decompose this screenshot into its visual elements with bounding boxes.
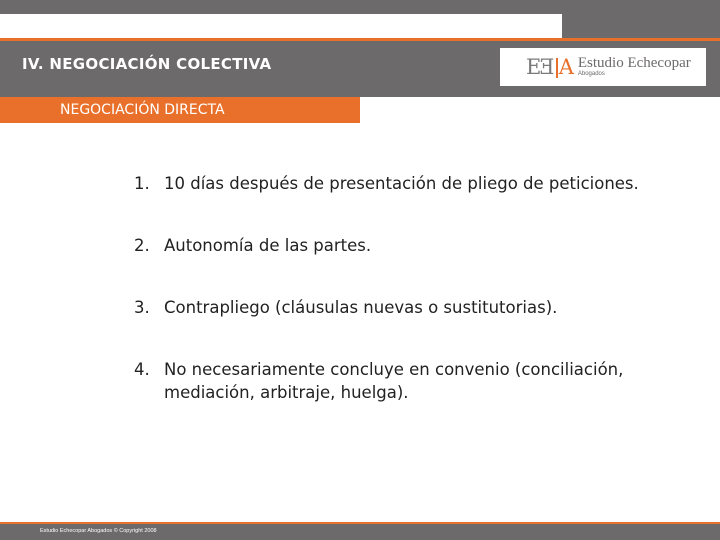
logo-mark-icon xyxy=(526,54,574,79)
logo-mark-letter-left: E xyxy=(526,54,542,79)
list-item xyxy=(134,358,674,404)
list-item-text: 10 días después de presentación de pliego de peticiones. xyxy=(164,174,639,193)
list-item-number: 1. xyxy=(134,174,150,193)
list-item-text: No necesariamente concluye en convenio (conciliación, mediación, arbitraje, huelga). xyxy=(164,360,624,402)
list-item-number: 2. xyxy=(134,236,150,255)
numbered-list xyxy=(134,172,674,443)
logo-wordmark xyxy=(578,56,691,78)
top-white-band xyxy=(0,14,562,38)
list-item-number: 3. xyxy=(134,298,150,317)
logo-tagline: Abogados xyxy=(577,71,605,77)
footer-copyright: Estudio Echecopar Abogados © Copyright 2008 xyxy=(40,528,157,534)
company-logo xyxy=(500,48,706,86)
list-item-text: Autonomía de las partes. xyxy=(164,236,372,255)
list-item xyxy=(134,172,674,195)
list-item xyxy=(134,296,674,319)
logo-mark-separator xyxy=(556,58,558,78)
logo-name: Estudio Echecopar xyxy=(577,55,691,71)
list-item-text: Contrapliego (cláusulas nuevas o sustitutorias). xyxy=(164,298,558,317)
slide-title: IV. NEGOCIACIÓN COLECTIVA xyxy=(22,55,272,73)
logo-mark-letter-right: A xyxy=(558,54,574,79)
section-subtitle: NEGOCIACIÓN DIRECTA xyxy=(60,102,225,118)
list-item-number: 4. xyxy=(134,360,150,379)
list-item xyxy=(134,234,674,257)
logo-mark-letter-mirror: E xyxy=(539,54,555,79)
